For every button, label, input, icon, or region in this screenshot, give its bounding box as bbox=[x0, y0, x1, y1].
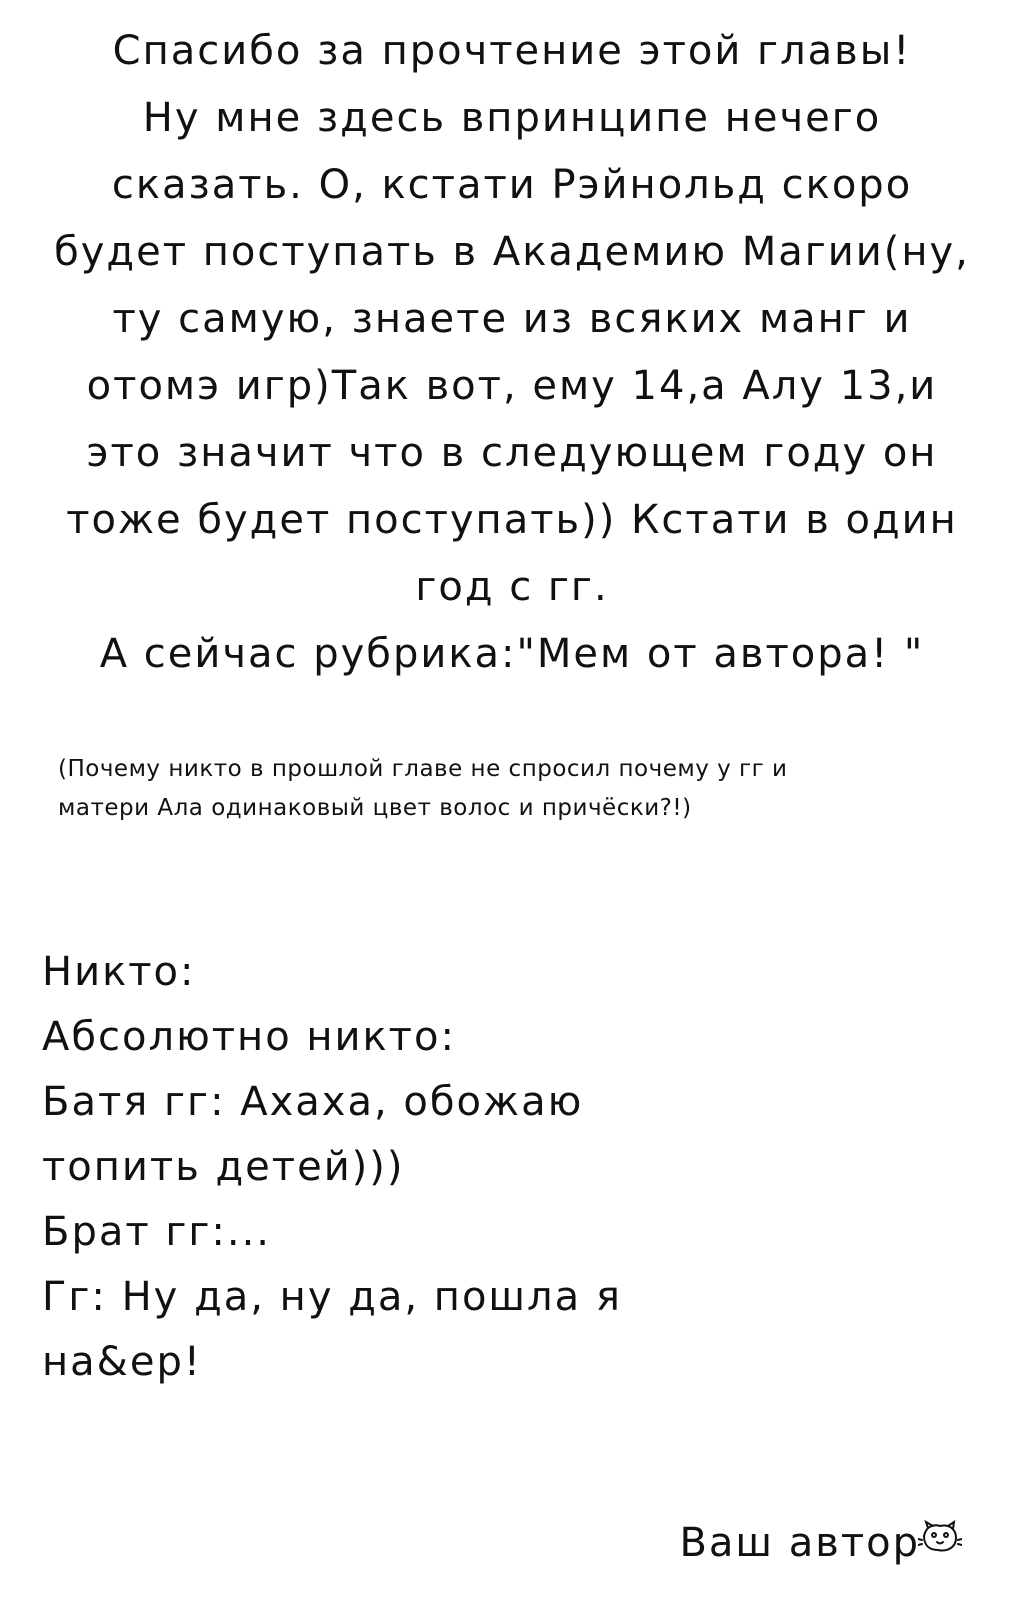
cat-face-doodle-icon bbox=[918, 1520, 962, 1560]
note-line: (Почему никто в прошлой главе не спросил почему у гг и bbox=[58, 756, 788, 782]
intro-text bbox=[20, 18, 1004, 688]
intro-line: А сейчас рубрика:"Мем от автора! " bbox=[99, 631, 925, 677]
intro-line: год с гг. bbox=[415, 564, 609, 610]
intro-line: сказать. О, кстати Рэйнольд скоро bbox=[111, 162, 913, 208]
intro-line: Спасибо за прочтение этой главы! bbox=[112, 28, 912, 74]
dialog-line: Брат гг:... bbox=[42, 1209, 272, 1255]
author-signature bbox=[679, 1520, 962, 1566]
dialog-line: Абсолютно никто: bbox=[42, 1014, 456, 1060]
dialog-line: Батя гг: Ахаха, обожаю bbox=[42, 1079, 584, 1125]
intro-line: будет поступать в Академию Магии(ну, bbox=[54, 229, 970, 275]
side-note bbox=[58, 750, 978, 828]
intro-line: тоже будет поступать)) Кстати в один bbox=[66, 497, 958, 543]
signature-text: Ваш автор bbox=[679, 1520, 920, 1566]
intro-line: отомэ игр)Так вот, ему 14,а Алу 13,и bbox=[86, 363, 938, 409]
note-line: матери Ала одинаковый цвет волос и причёски?!) bbox=[58, 795, 692, 821]
dialog-line: топить детей))) bbox=[42, 1144, 405, 1190]
intro-line: Ну мне здесь впринципе нечего bbox=[142, 95, 882, 141]
dialog-line: на&ер! bbox=[42, 1339, 202, 1385]
intro-line: это значит что в следующем году он bbox=[86, 430, 938, 476]
dialog-line: Никто: bbox=[42, 949, 196, 995]
dialog-line: Гг: Ну да, ну да, пошла я bbox=[42, 1274, 622, 1320]
meme-dialog bbox=[42, 940, 942, 1395]
intro-line: ту самую, знаете из всяких манг и bbox=[112, 296, 912, 342]
